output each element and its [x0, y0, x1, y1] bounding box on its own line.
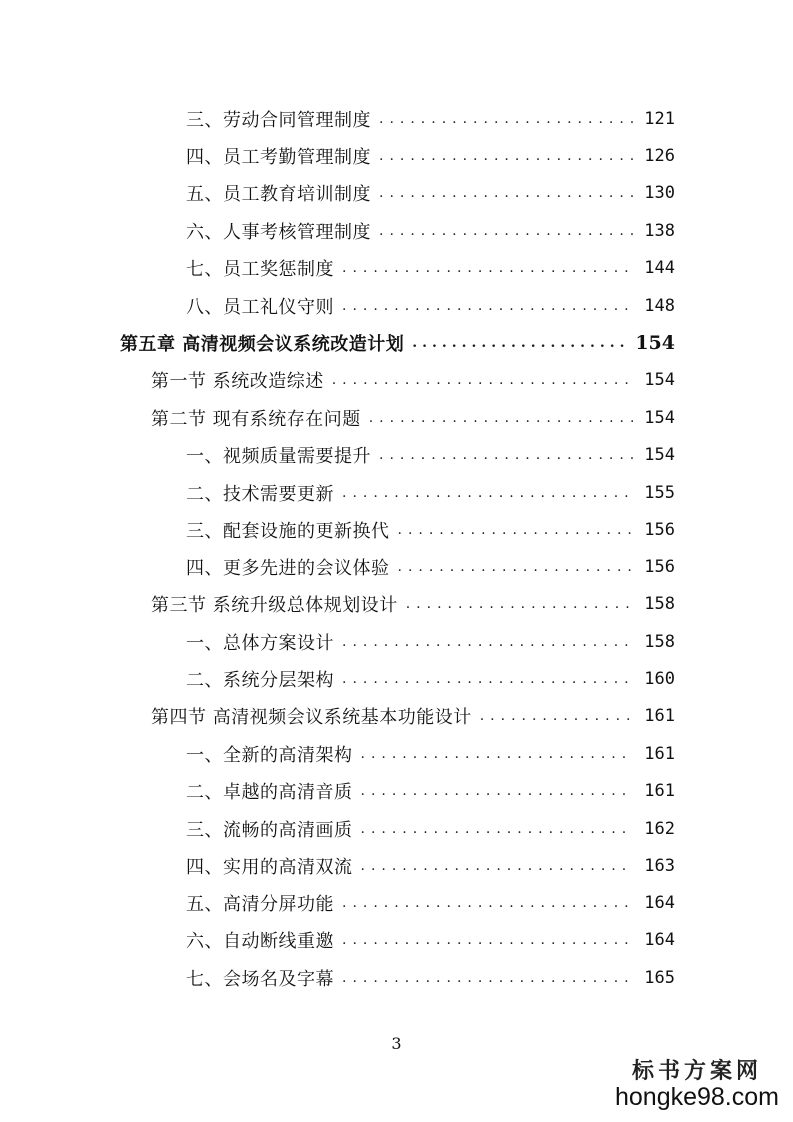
toc-entry-page: 164	[644, 893, 675, 913]
toc-entry-page: 130	[644, 183, 675, 203]
toc-entry-page: 121	[644, 109, 675, 129]
toc-entry[interactable]	[186, 253, 675, 283]
toc-entry[interactable]	[186, 515, 675, 545]
toc-entry-page: 148	[644, 296, 675, 316]
dot-leader	[342, 485, 633, 501]
dot-leader	[379, 111, 633, 127]
toc-entry-label: 四、员工考勤管理制度	[186, 147, 371, 168]
toc-entry-page: 161	[644, 706, 675, 726]
toc-entry[interactable]	[186, 851, 675, 881]
dot-leader	[361, 858, 634, 874]
toc-entry-label: 五、员工教育培训制度	[186, 184, 371, 205]
toc-entry-page: 138	[644, 221, 675, 241]
toc-entry-label: 四、实用的高清双流	[186, 857, 353, 878]
toc-entry-page: 156	[644, 520, 675, 540]
toc-entry[interactable]	[186, 216, 675, 246]
toc-entry[interactable]	[186, 291, 675, 321]
toc-chapter-entry[interactable]	[120, 328, 675, 358]
dot-leader	[342, 260, 633, 276]
toc-entry[interactable]	[186, 814, 675, 844]
dot-leader	[342, 970, 633, 986]
toc-entry-page: 154	[644, 445, 675, 465]
toc-entry[interactable]	[186, 178, 675, 208]
toc-entry-page: 161	[644, 744, 675, 764]
toc-entry-label: 三、劳动合同管理制度	[186, 110, 371, 131]
toc-entry-label: 第五章 高清视频会议系统改造计划	[120, 334, 405, 355]
dot-leader	[342, 671, 633, 687]
toc-section-entry[interactable]	[151, 403, 675, 433]
toc-entry-label: 一、全新的高清架构	[186, 745, 353, 766]
dot-leader	[398, 522, 634, 538]
toc-entry[interactable]	[186, 440, 675, 470]
toc-entry-label: 六、人事考核管理制度	[186, 222, 371, 243]
toc-entry[interactable]	[186, 627, 675, 657]
toc-section-entry[interactable]	[151, 589, 675, 619]
dot-leader	[480, 708, 633, 724]
watermark-url: hongke98.com	[614, 1083, 779, 1111]
toc-entry[interactable]	[186, 141, 675, 171]
dot-leader	[342, 932, 633, 948]
dot-leader	[412, 335, 627, 351]
dot-leader	[342, 298, 633, 314]
dot-leader	[379, 223, 633, 239]
toc-entry-page: 144	[644, 258, 675, 278]
dot-leader	[361, 783, 634, 799]
toc-entry-label: 二、系统分层架构	[186, 670, 334, 691]
dot-leader	[379, 185, 633, 201]
watermark-name: 标书方案网	[631, 1058, 762, 1084]
toc-entry-label: 六、自动断线重邀	[186, 931, 334, 952]
dot-leader	[369, 410, 633, 426]
toc-entry-page: 126	[644, 146, 675, 166]
toc-entry-page: 163	[644, 856, 675, 876]
toc-entry[interactable]	[186, 739, 675, 769]
toc-entry-page: 154	[644, 370, 675, 390]
dot-leader	[342, 634, 633, 650]
toc-entry-label: 七、会场名及字幕	[186, 969, 334, 990]
toc-entry[interactable]	[186, 776, 675, 806]
page-number: 3	[391, 1034, 402, 1053]
toc-entry-label: 第一节 系统改造综述	[151, 371, 324, 392]
toc-entry-page: 164	[644, 930, 675, 950]
toc-entry-label: 八、员工礼仪守则	[186, 297, 334, 318]
dot-leader	[379, 148, 633, 164]
toc-entry-page: 154	[644, 408, 675, 428]
toc-entry[interactable]	[186, 963, 675, 993]
toc-entry-label: 第二节 现有系统存在问题	[151, 409, 361, 430]
toc-entry-page: 162	[644, 819, 675, 839]
toc-entry-page: 155	[644, 483, 675, 503]
dot-leader	[406, 596, 633, 612]
toc-entry-label: 第三节 系统升级总体规划设计	[151, 595, 398, 616]
dot-leader	[342, 895, 633, 911]
toc-entry-label: 三、配套设施的更新换代	[186, 521, 390, 542]
toc-entry-page: 165	[644, 968, 675, 988]
toc-entry-page: 158	[644, 632, 675, 652]
toc-entry-label: 二、卓越的高清音质	[186, 782, 353, 803]
toc-entry-label: 四、更多先进的会议体验	[186, 558, 390, 579]
toc-entry-page: 154	[635, 332, 675, 354]
toc-entry[interactable]	[186, 664, 675, 694]
toc-entry-page: 160	[644, 669, 675, 689]
toc-entry-page: 156	[644, 557, 675, 577]
dot-leader	[332, 372, 633, 388]
toc-entry-label: 三、流畅的高清画质	[186, 820, 353, 841]
dot-leader	[361, 821, 634, 837]
toc-entry[interactable]	[186, 552, 675, 582]
toc-entry-label: 一、总体方案设计	[186, 633, 334, 654]
toc-entry[interactable]	[186, 104, 675, 134]
toc-section-entry[interactable]	[151, 701, 675, 731]
toc-entry-page: 158	[644, 594, 675, 614]
toc-entry[interactable]	[186, 888, 675, 918]
toc-entry-label: 一、视频质量需要提升	[186, 446, 371, 467]
toc-entry-label: 五、高清分屏功能	[186, 894, 334, 915]
toc-entry[interactable]	[186, 925, 675, 955]
toc-entry-label: 二、技术需要更新	[186, 484, 334, 505]
dot-leader	[398, 559, 634, 575]
dot-leader	[361, 746, 634, 762]
dot-leader	[379, 447, 633, 463]
watermark	[615, 1054, 779, 1110]
toc-entry-page: 161	[644, 781, 675, 801]
toc-entry[interactable]	[186, 478, 675, 508]
toc-section-entry[interactable]	[151, 365, 675, 395]
toc-entry-label: 第四节 高清视频会议系统基本功能设计	[151, 707, 472, 728]
toc-entry-label: 七、员工奖惩制度	[186, 259, 334, 280]
